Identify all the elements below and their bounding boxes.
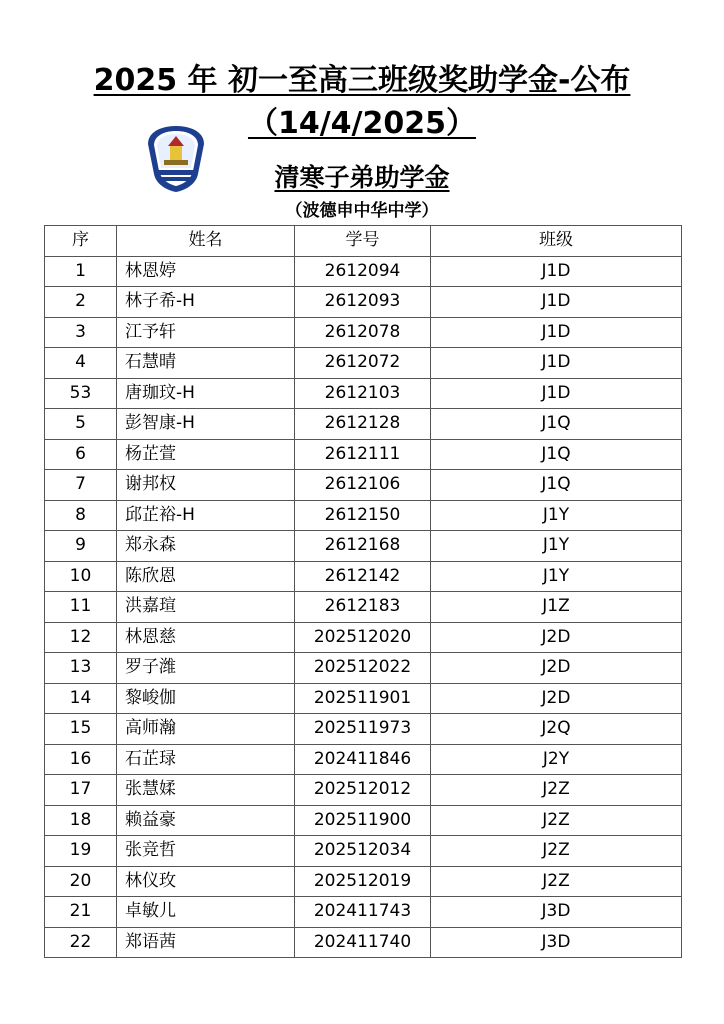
class-code: J1Q — [431, 470, 682, 501]
title-line-2: （14/4/2025） — [247, 106, 477, 141]
class-code: J1Y — [431, 531, 682, 562]
row-no: 53 — [45, 378, 117, 409]
row-no: 16 — [45, 744, 117, 775]
table-header-row — [45, 226, 682, 257]
student-id: 2612128 — [295, 409, 431, 440]
class-code: J1Y — [431, 561, 682, 592]
table-body — [45, 256, 682, 958]
student-name: 邱芷裕-H — [117, 500, 295, 531]
title-line-1: 2025 年 初一至高三班级奖助学金-公布 — [93, 63, 631, 98]
table-row — [45, 653, 682, 684]
row-no: 15 — [45, 714, 117, 745]
row-no: 7 — [45, 470, 117, 501]
header-name: 姓名 — [117, 226, 295, 257]
student-id: 2612111 — [295, 439, 431, 470]
table-row — [45, 592, 682, 623]
class-code: J1D — [431, 348, 682, 379]
student-name: 石慧晴 — [117, 348, 295, 379]
student-id: 202512012 — [295, 775, 431, 806]
table-row — [45, 805, 682, 836]
student-id: 2612168 — [295, 531, 431, 562]
student-id: 202411846 — [295, 744, 431, 775]
student-name: 林子希-H — [117, 287, 295, 318]
class-code: J1D — [431, 256, 682, 287]
table-row — [45, 775, 682, 806]
school-name: （波德申中华中学） — [285, 201, 439, 221]
row-no: 18 — [45, 805, 117, 836]
student-id: 202512020 — [295, 622, 431, 653]
date-title — [0, 104, 724, 144]
class-code: J1Y — [431, 500, 682, 531]
row-no: 13 — [45, 653, 117, 684]
table-row — [45, 561, 682, 592]
table-row — [45, 256, 682, 287]
scholarship-title — [0, 160, 724, 196]
student-id: 202511901 — [295, 683, 431, 714]
row-no: 1 — [45, 256, 117, 287]
student-name: 高师瀚 — [117, 714, 295, 745]
class-code: J1Q — [431, 439, 682, 470]
class-code: J2D — [431, 683, 682, 714]
class-code: J2Z — [431, 836, 682, 867]
class-code: J2D — [431, 622, 682, 653]
row-no: 6 — [45, 439, 117, 470]
table-row — [45, 348, 682, 379]
table-row — [45, 439, 682, 470]
row-no: 8 — [45, 500, 117, 531]
student-name: 林仪玫 — [117, 866, 295, 897]
student-id: 2612150 — [295, 500, 431, 531]
student-id: 202512034 — [295, 836, 431, 867]
class-code: J1D — [431, 317, 682, 348]
student-id: 2612183 — [295, 592, 431, 623]
table-row — [45, 927, 682, 958]
table-row — [45, 409, 682, 440]
table-row — [45, 622, 682, 653]
student-name: 赖益豪 — [117, 805, 295, 836]
student-id: 2612093 — [295, 287, 431, 318]
row-no: 19 — [45, 836, 117, 867]
table-row — [45, 287, 682, 318]
student-name: 林恩婷 — [117, 256, 295, 287]
student-id: 2612072 — [295, 348, 431, 379]
row-no: 17 — [45, 775, 117, 806]
row-no: 14 — [45, 683, 117, 714]
student-name: 江予轩 — [117, 317, 295, 348]
student-id: 2612078 — [295, 317, 431, 348]
class-code: J1Z — [431, 592, 682, 623]
student-name: 唐珈玟-H — [117, 378, 295, 409]
row-no: 5 — [45, 409, 117, 440]
class-code: J2Z — [431, 866, 682, 897]
row-no: 3 — [45, 317, 117, 348]
class-code: J2Z — [431, 805, 682, 836]
header-no: 序 — [45, 226, 117, 257]
student-id: 2612142 — [295, 561, 431, 592]
row-no: 10 — [45, 561, 117, 592]
student-name: 郑永森 — [117, 531, 295, 562]
class-code: J2Q — [431, 714, 682, 745]
table-row — [45, 470, 682, 501]
student-id: 202512019 — [295, 866, 431, 897]
student-name: 张慧媃 — [117, 775, 295, 806]
student-name: 黎峻伽 — [117, 683, 295, 714]
row-no: 22 — [45, 927, 117, 958]
class-code: J2Z — [431, 775, 682, 806]
student-name: 洪嘉瑄 — [117, 592, 295, 623]
student-id: 202511900 — [295, 805, 431, 836]
table-row — [45, 500, 682, 531]
student-id: 202411740 — [295, 927, 431, 958]
student-id: 202512022 — [295, 653, 431, 684]
student-name: 罗子潍 — [117, 653, 295, 684]
class-code: J1D — [431, 378, 682, 409]
row-no: 11 — [45, 592, 117, 623]
student-id: 202511973 — [295, 714, 431, 745]
class-code: J3D — [431, 927, 682, 958]
student-id: 2612094 — [295, 256, 431, 287]
table-row — [45, 836, 682, 867]
class-code: J2Y — [431, 744, 682, 775]
row-no: 4 — [45, 348, 117, 379]
student-id: 2612103 — [295, 378, 431, 409]
table-row — [45, 714, 682, 745]
row-no: 21 — [45, 897, 117, 928]
student-name: 石芷琭 — [117, 744, 295, 775]
student-name: 林恩慈 — [117, 622, 295, 653]
student-name: 谢邦权 — [117, 470, 295, 501]
header-class: 班级 — [431, 226, 682, 257]
class-code: J2D — [431, 653, 682, 684]
header-student-id: 学号 — [295, 226, 431, 257]
table-row — [45, 531, 682, 562]
student-name: 卓敏儿 — [117, 897, 295, 928]
student-name: 张竞哲 — [117, 836, 295, 867]
scholarship-name: 清寒子弟助学金 — [274, 163, 450, 192]
table-row — [45, 897, 682, 928]
award-table — [44, 225, 682, 958]
student-id: 2612106 — [295, 470, 431, 501]
table-row — [45, 744, 682, 775]
table-row — [45, 317, 682, 348]
student-name: 陈欣恩 — [117, 561, 295, 592]
table-row — [45, 378, 682, 409]
student-id: 202411743 — [295, 897, 431, 928]
page-title — [0, 60, 724, 102]
table-row — [45, 866, 682, 897]
row-no: 12 — [45, 622, 117, 653]
student-name: 彭智康-H — [117, 409, 295, 440]
class-code: J1D — [431, 287, 682, 318]
row-no: 20 — [45, 866, 117, 897]
class-code: J1Q — [431, 409, 682, 440]
row-no: 9 — [45, 531, 117, 562]
student-name: 郑语茜 — [117, 927, 295, 958]
class-code: J3D — [431, 897, 682, 928]
student-name: 杨芷萱 — [117, 439, 295, 470]
row-no: 2 — [45, 287, 117, 318]
table-row — [45, 683, 682, 714]
